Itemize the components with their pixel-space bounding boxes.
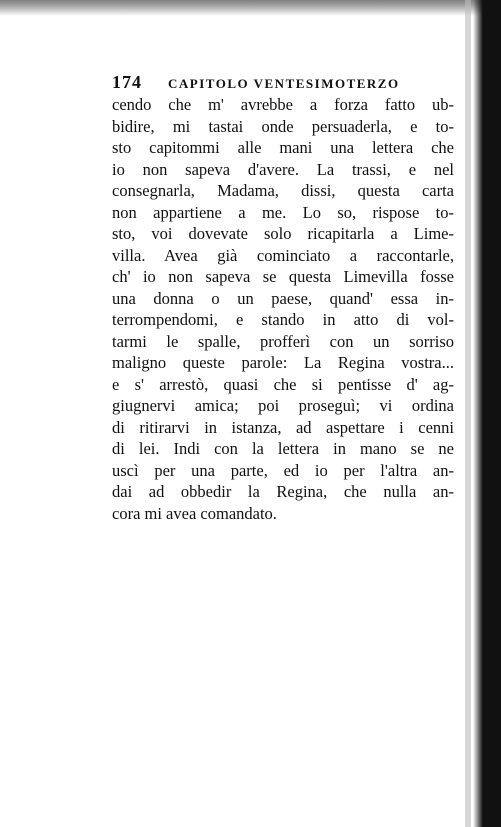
scan-right-edge: [473, 0, 501, 827]
running-head: CAPITOLO VENTESIMOTERZO: [168, 76, 400, 91]
text-line: di lei. Indi con la lettera in mano se ne: [112, 439, 454, 458]
text-line: giugnervi amica; poi proseguì; vi ordina: [112, 396, 454, 415]
text-line: una donna o un paese, quand' essa in-: [112, 288, 454, 308]
text-line: io non sapeva d'avere. La trassi, e nel: [112, 159, 454, 179]
body-text: [112, 94, 454, 524]
text-line: e s' arrestò, quasi che si pentisse d' ag-: [112, 374, 454, 394]
text-line: cendo che m' avrebbe a forza fatto ub-: [112, 95, 454, 114]
text-line: consegnarla, Madama, dissi, questa carta: [112, 181, 454, 200]
text-line: villa. Avea già cominciato a raccontarle,: [112, 245, 454, 265]
scan-top-edge: [0, 0, 501, 16]
text-line: terrompendomi, e stando in atto di vol-: [112, 310, 454, 329]
text-line: bidire, mi tastai onde persuaderla, e to-: [112, 116, 454, 136]
text-line: di ritirarvi in istanza, ad aspettare i cenni: [112, 417, 454, 437]
text-line: sto capitommi alle mani una lettera che: [112, 138, 454, 157]
text-line: non appartiene a me. Lo so, rispose to-: [112, 202, 454, 222]
text-line: sto, voi dovevate solo ricapitarla a Lime-: [112, 224, 454, 243]
page-number: 174: [112, 72, 142, 92]
text-line: cora mi avea comandato.: [112, 503, 277, 523]
text-line: maligno queste parole: La Regina vostra...: [112, 353, 454, 372]
scan-binding-strip: [465, 0, 471, 827]
text-line: tarmi le spalle, profferì con un sorriso: [112, 331, 454, 351]
text-line: ch' io non sapeva se questa Limevilla fosse: [112, 267, 454, 286]
text-line: dai ad obbedir la Regina, che nulla an-: [112, 482, 454, 501]
page-header: [112, 72, 472, 94]
text-line: uscì per una parte, ed io per l'altra an-: [112, 460, 454, 480]
